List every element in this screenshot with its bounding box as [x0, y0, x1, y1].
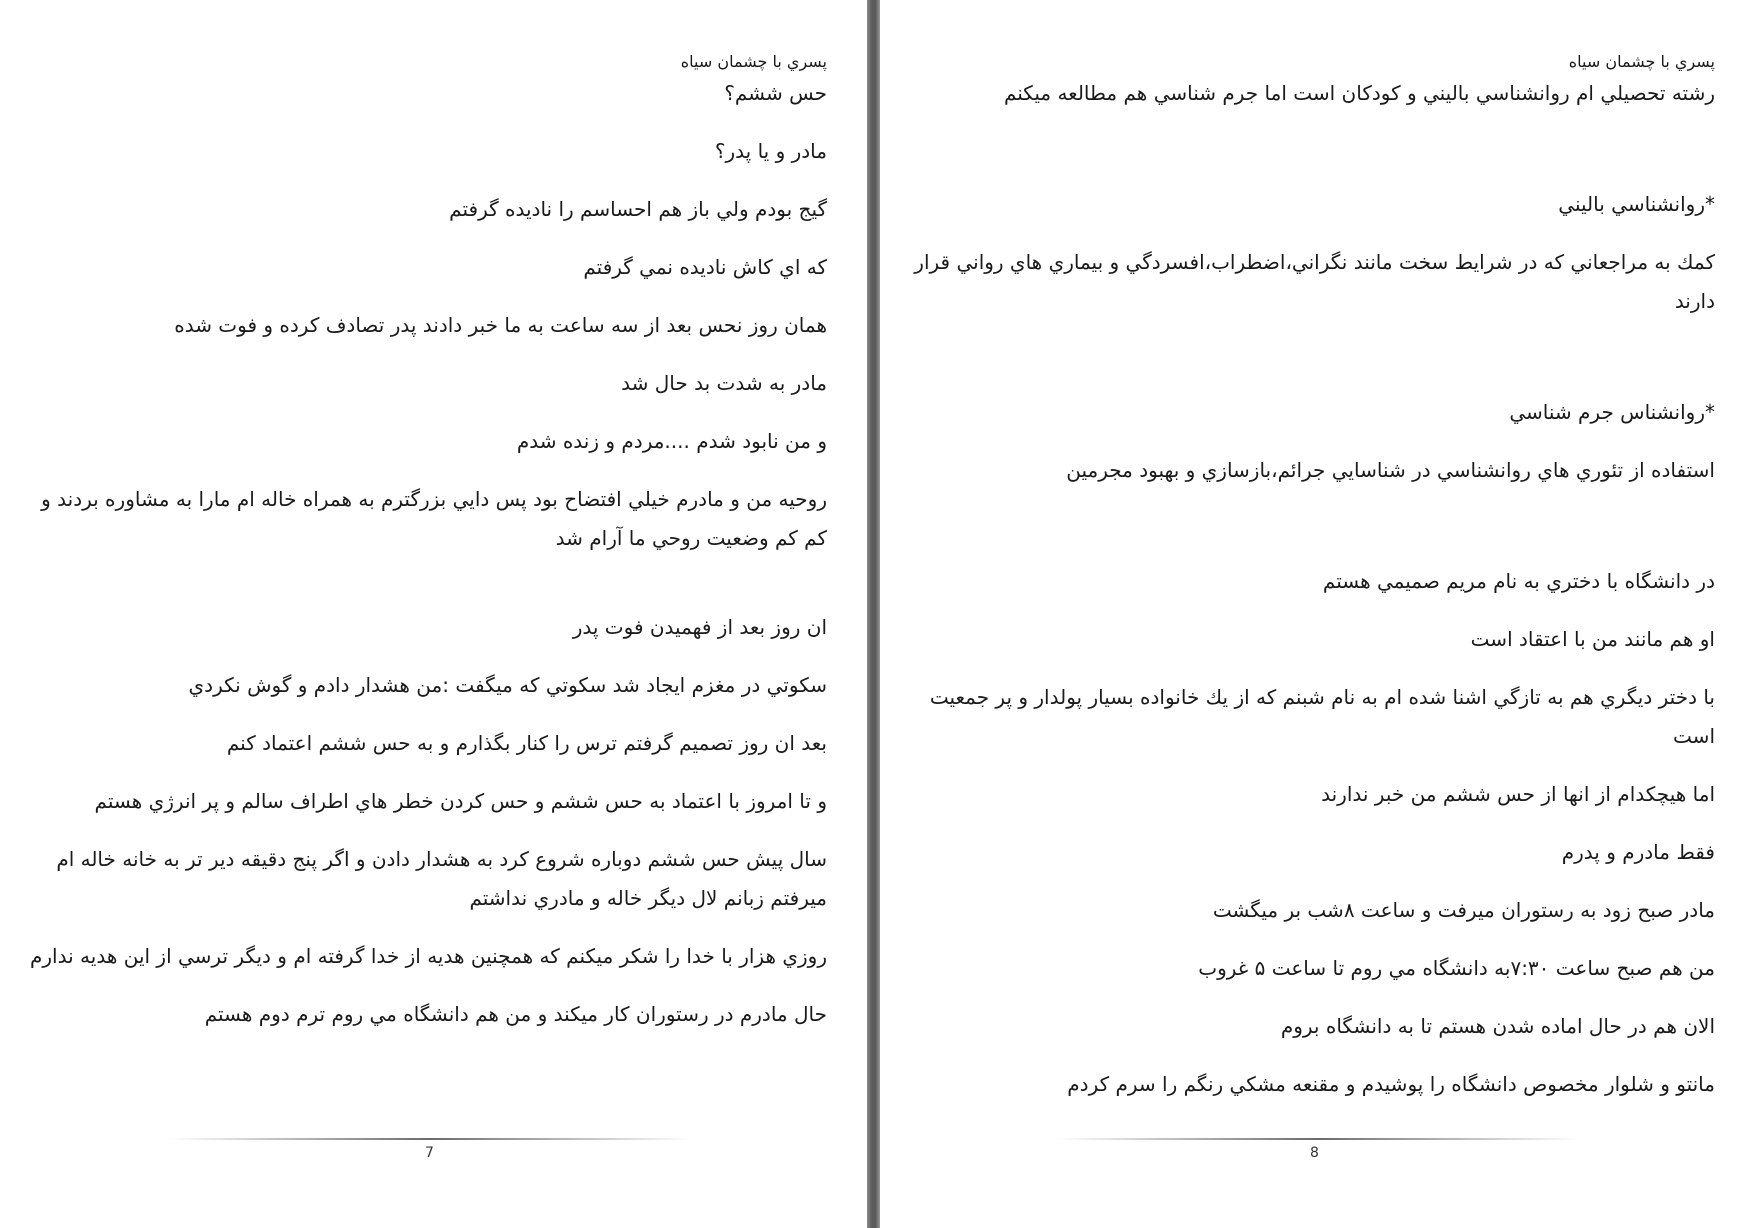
paragraph: گيج بودم ولي باز هم احساسم را ناديده گرفتم [449, 197, 827, 221]
page-content [27, 50, 827, 1053]
paragraph: حس ششم؟ [724, 81, 827, 105]
book-spine [867, 0, 880, 1228]
paragraph: اما هيچكدام از انها از حس ششم من خبر ندارند [1321, 782, 1715, 806]
paragraph: مادر به شدت بد حال شد [621, 371, 827, 395]
paragraph: و من نابود شدم ....مردم و زنده شدم [516, 429, 827, 453]
running-header: پسري با چشمان سياه [680, 52, 827, 71]
footer-divider [1058, 1138, 1578, 1140]
paragraph: الان هم در حال اماده شدن هستم تا به دانشگاه بروم [1280, 1014, 1715, 1038]
paragraph: در دانشگاه با دختري به نام مريم صميمي هستم [1322, 569, 1715, 593]
paragraph: كه اي كاش ناديده نمي گرفتم [583, 255, 827, 279]
paragraph: سال پيش حس ششم دوباره شروع كرد به هشدار دادن و اگر پنج دقيقه دير تر به خانه خاله ام ميرفتم زبانم لال ديگر خاله و مادري نداشتم [56, 847, 827, 910]
paragraph: و تا امروز با اعتماد به حس ششم و حس كردن خطر هاي اطراف سالم و پر انرژي هستم [94, 789, 827, 813]
page-content [910, 50, 1715, 1123]
paragraph: رشته تحصيلي ام روانشناسي باليني و كودكان است اما جرم شناسي هم مطالعه ميكنم [1003, 81, 1715, 105]
paragraph: كمك به مراجعاني كه در شرايط سخت مانند نگراني،اضطراب،افسردگي و بيماري هاي رواني قرار دارند [914, 250, 1715, 313]
paragraph: سكوتي در مغزم ايجاد شد سكوتي كه ميگفت :من هشدار دادم و گوش نكردي [188, 673, 827, 697]
paragraph: روزي هزار با خدا را شكر ميكنم كه همچنين هديه از خدا گرفته ام و ديگر ترسي از اين هديه ندارم [30, 944, 827, 968]
paragraph: او هم مانند من با اعتقاد است [1470, 627, 1715, 651]
page-right [880, 0, 1753, 1228]
running-header: پسري با چشمان سياه [1568, 52, 1715, 71]
footer-divider [170, 1138, 690, 1140]
paragraph: با دختر ديگري هم به تازگي اشنا شده ام به نام شبنم كه از يك خانواده بسيار پولدار و پر جمعيت است [929, 685, 1715, 748]
paragraph: حال مادرم در رستوران كار ميكند و من هم دانشگاه مي روم ترم دوم هستم [204, 1002, 827, 1026]
paragraph: مادر و يا پدر؟ [714, 139, 827, 163]
paragraph: فقط مادرم و پدرم [1561, 840, 1715, 864]
paragraph: مانتو و شلوار مخصوص دانشگاه را پوشيدم و مقنعه مشكي رنگم را سرم كردم [1067, 1072, 1715, 1096]
paragraph: *روانشناسي باليني [1558, 192, 1715, 216]
paragraph: استفاده از تئوري هاي روانشناسي در شناسايي جرائم،بازسازي و بهبود مجرمين [1066, 458, 1715, 482]
page-number: 7 [425, 1145, 434, 1161]
paragraph: مادر صبح زود به رستوران ميرفت و ساعت ۸شب بر ميگشت [1212, 898, 1715, 922]
paragraph: *روانشناس جرم شناسي [1509, 400, 1715, 424]
paragraph: بعد ان روز تصميم گرفتم ترس را كنار بگذارم و به حس ششم اعتماد كنم [226, 731, 827, 755]
paragraph: من هم صبح ساعت ۷:۳۰به دانشگاه مي روم تا ساعت ۵ غروب [1198, 956, 1715, 980]
page-number: 8 [1310, 1145, 1319, 1161]
paragraph: همان روز نحس بعد از سه ساعت به ما خبر دادند پدر تصادف كرده و فوت شده [174, 313, 827, 337]
paragraph: روحيه من و مادرم خيلي افتضاح بود پس دايي بزرگترم به همراه خاله ام مارا به مشاوره بردند و كم كم وضعيت روحي ما آرام شد [41, 487, 827, 550]
page-left [0, 0, 867, 1228]
paragraph: ان روز بعد از فهميدن فوت پدر [572, 615, 827, 639]
